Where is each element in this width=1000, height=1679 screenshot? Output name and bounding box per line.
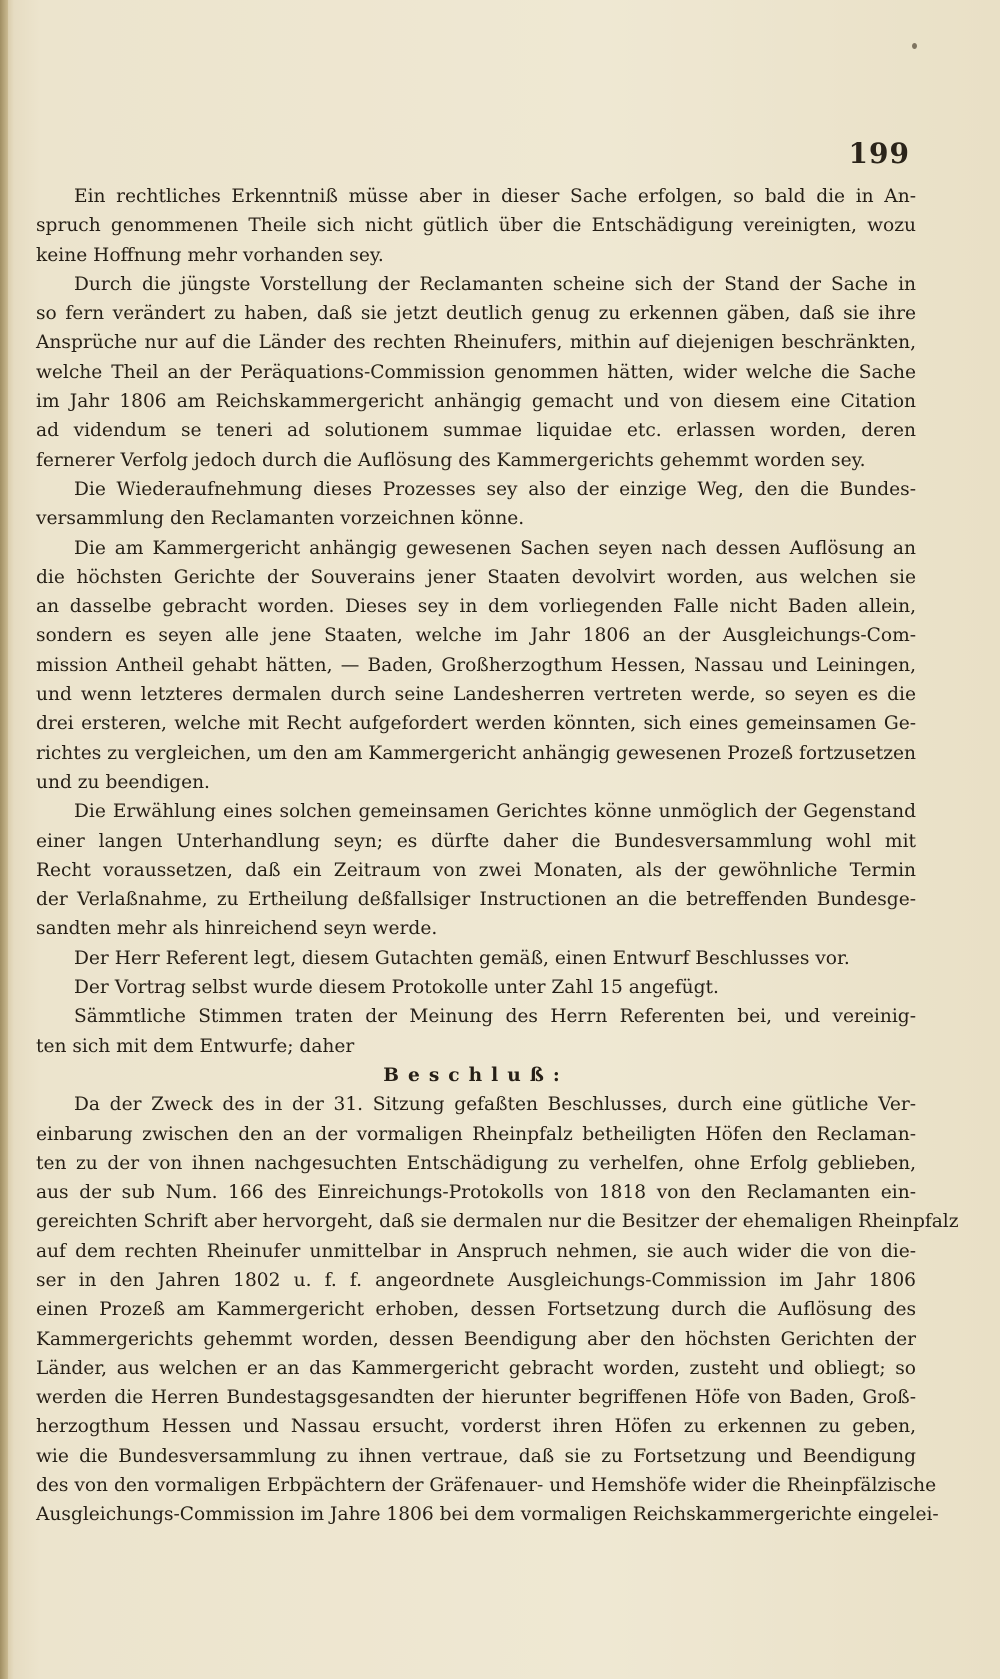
- text-line: versammlung den Reclamanten vorzeichnen könne.: [36, 508, 525, 530]
- text-line: auf dem rechten Rheinufer unmittelbar in Anspruch nehmen, sie auch wider die von die-: [36, 1240, 916, 1262]
- text-line: Ein rechtliches Erkenntniß müsse aber in dieser Sache erfolgen, so bald die in An-: [74, 186, 916, 207]
- text-line: und zu beendigen.: [36, 771, 210, 793]
- text-line: Der Herr Referent legt, diesem Gutachten gemäß, einen Entwurf Beschlusses vor.: [74, 947, 850, 969]
- text-line: im Jahr 1806 am Reichskammergericht anhängig gemacht und von diesem eine Citation: [36, 391, 916, 413]
- text-line: einer langen Unterhandlung seyn; es dürfte daher die Bundesversammlung wohl mit: [36, 830, 916, 852]
- text-line: werden die Herren Bundestagsgesandten der hierunter begriffenen Höfe von Baden, Groß-: [36, 1387, 916, 1409]
- text-line: und wenn letzteres dermalen durch seine Landesherren vertreten werde, so seyen es die: [36, 684, 916, 706]
- text-line: spruch genommenen Theile sich nicht gütlich über die Entschädigung vereinigten, wozu: [36, 215, 916, 237]
- text-line: mission Antheil gehabt hätten, — Baden, Großherzogthum Hessen, Nassau und Leiningen,: [36, 654, 916, 676]
- text-line: Kammergerichts gehemmt worden, dessen Beendigung aber den höchsten Gerichten der: [36, 1328, 916, 1350]
- text-line: aus der sub Num. 166 des Einreichungs-Protokolls von 1818 von den Reclamanten ein-: [36, 1182, 916, 1204]
- text-line: Die am Kammergericht anhängig gewesenen Sachen seyen nach dessen Auflösung an: [74, 537, 916, 559]
- text-line: keine Hoffnung mehr vorhanden sey.: [36, 244, 384, 266]
- text-line: ten zu der von ihnen nachgesuchten Entschädigung zu verhelfen, ohne Erfolg geblieben,: [36, 1152, 916, 1174]
- section-heading: Beschluß:: [383, 1064, 569, 1086]
- text-line: Durch die jüngste Vorstellung der Reclamanten scheine sich der Stand der Sache in: [74, 273, 916, 295]
- text-line: Der Vortrag selbst wurde diesem Protokolle unter Zahl 15 angefügt.: [74, 977, 719, 999]
- text-line: Länder, aus welchen er an das Kammergericht gebracht worden, zusteht und obliegt; so: [36, 1357, 916, 1379]
- text-line: ser in den Jahren 1802 u. f. f. angeordnete Ausgleichungs-Commission im Jahr 1806: [36, 1269, 916, 1291]
- text-line: richtes zu vergleichen, um den am Kammergericht anhängig gewesenen Prozeß fortzusetzen: [36, 742, 916, 764]
- text-line: herzogthum Hessen und Nassau ersucht, vorderst ihren Höfen zu erkennen zu geben,: [36, 1416, 916, 1438]
- text-line: so fern verändert zu haben, daß sie jetzt deutlich genug zu erkennen gäben, daß sie ihre: [36, 303, 916, 325]
- text-line: Die Wiederaufnehmung dieses Prozesses sey also der einzige Weg, den die Bundes-: [74, 478, 916, 500]
- text-line: sandten mehr als hinreichend seyn werde.: [36, 918, 438, 940]
- text-line: die höchsten Gerichte der Souverains jener Staaten devolvirt worden, aus welchen sie: [36, 566, 916, 588]
- text-line: drei ersteren, welche mit Recht aufgefordert werden könnten, sich eines gemeinsamen Ge-: [36, 713, 916, 735]
- text-line: Die Erwählung eines solchen gemeinsamen Gerichtes könne unmöglich der Gegenstand: [74, 801, 916, 823]
- page-gutter: [0, 0, 8, 1679]
- text-line: an dasselbe gebracht worden. Dieses sey in dem vorliegenden Falle nicht Baden allein,: [36, 596, 916, 618]
- body-text: [36, 182, 959, 1530]
- text-line: fernerer Verfolg jedoch durch die Auflösung des Kammergerichts gehemmt worden sey.: [36, 449, 866, 471]
- ink-spot: [912, 43, 917, 49]
- text-line: Ansprüche nur auf die Länder des rechten Rheinufers, mithin auf diejenigen beschränkten,: [36, 332, 916, 354]
- text-line: Da der Zweck des in der 31. Sitzung gefaßten Beschlusses, durch eine gütliche Ver-: [74, 1094, 916, 1116]
- text-line: einbarung zwischen den an der vormaligen Rheinpfalz betheiligten Höfen den Reclaman-: [36, 1123, 916, 1145]
- text-line: Sämmtliche Stimmen traten der Meinung des Herrn Referenten bei, und vereinig-: [74, 1006, 916, 1028]
- text-line: Ausgleichungs-Commission im Jahre 1806 bei dem vormaligen Reichskammergerichte eingelei-: [36, 1504, 939, 1526]
- page-number: 199: [848, 137, 910, 170]
- text-line: Recht voraussetzen, daß ein Zeitraum von zwei Monaten, als der gewöhnliche Termin: [36, 859, 916, 881]
- text-line: einen Prozeß am Kammergericht erhoben, dessen Fortsetzung durch die Auflösung des: [36, 1299, 916, 1321]
- text-line: wie die Bundesversammlung zu ihnen vertraue, daß sie zu Fortsetzung und Beendigung: [36, 1445, 916, 1467]
- text-line: ad videndum se teneri ad solutionem summae liquidae etc. erlassen worden, deren: [36, 420, 916, 442]
- text-line: ten sich mit dem Entwurfe; daher: [36, 1035, 355, 1057]
- text-line: des von den vormaligen Erbpächtern der Gräfenauer- und Hemshöfe wider die Rheinpfälzische: [36, 1475, 937, 1497]
- text-line: sondern es seyen alle jene Staaten, welche im Jahr 1806 an der Ausgleichungs-Com-: [36, 625, 916, 647]
- text-line: der Verlaßnahme, zu Ertheilung deßfallsiger Instructionen an die betreffenden Bundesge-: [36, 889, 916, 911]
- text-line: gereichten Schrift aber hervorgeht, daß sie dermalen nur die Besitzer der ehemaligen Rheinpfalz: [36, 1211, 959, 1233]
- text-line: welche Theil an der Peräquations-Commission genommen hätten, wider welche die Sache: [36, 361, 916, 383]
